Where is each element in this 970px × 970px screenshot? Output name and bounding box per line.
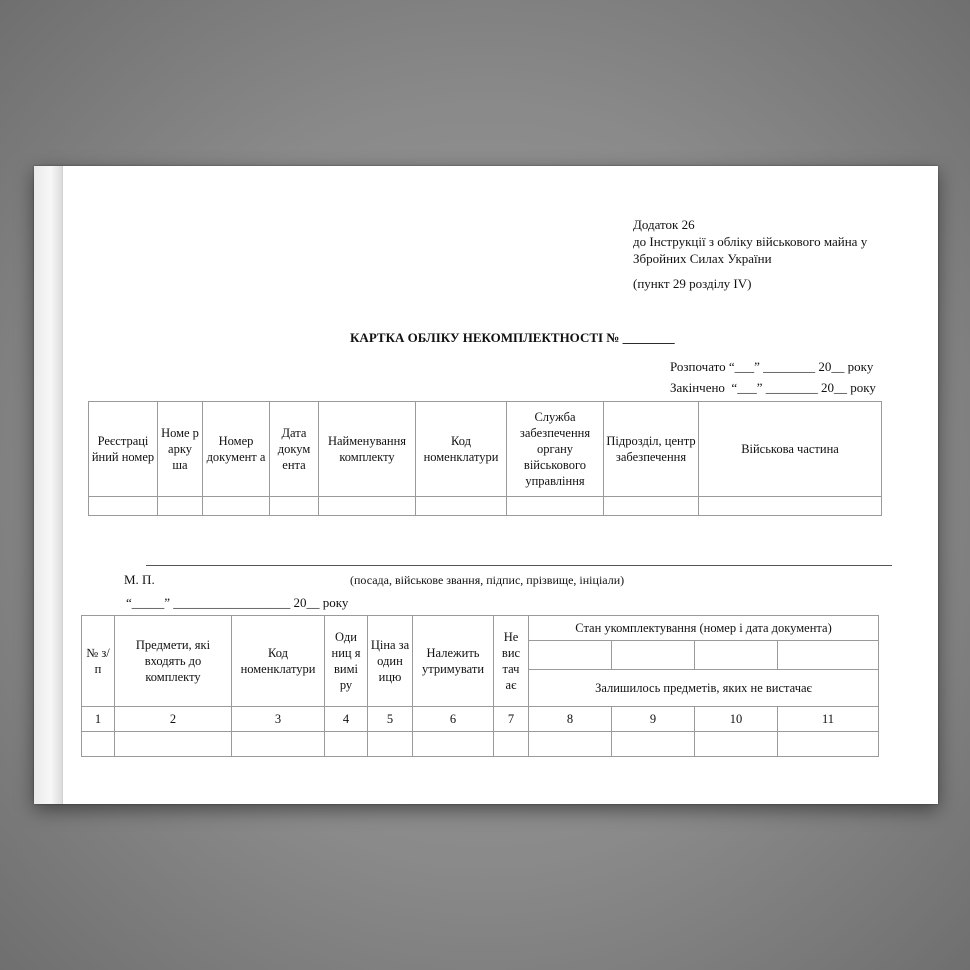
dates-block — [670, 356, 876, 398]
empty-cell[interactable] — [612, 641, 695, 670]
header-cell: Ціна за один ицю — [368, 616, 413, 707]
empty-cell[interactable] — [319, 497, 416, 516]
header-cell: Оди ниц я вимі ру — [325, 616, 368, 707]
empty-cell[interactable] — [203, 497, 270, 516]
column-number: 7 — [494, 707, 529, 732]
column-number: 9 — [612, 707, 695, 732]
empty-cell[interactable] — [604, 497, 699, 516]
empty-cell[interactable] — [612, 732, 695, 757]
empty-cell[interactable] — [270, 497, 319, 516]
column-number: 1 — [82, 707, 115, 732]
empty-cell[interactable] — [778, 732, 879, 757]
header-cell: Дата докум ента — [270, 402, 319, 497]
document-sheet — [34, 166, 938, 804]
stamp-place: М. П. — [124, 572, 155, 587]
empty-cell[interactable] — [529, 641, 612, 670]
finished-date: Закінчено “___” ________ 20__ року — [670, 380, 876, 395]
header-cell: Не вис тач ає — [494, 616, 529, 707]
header-cell: Стан укомплектування (номер і дата документа) — [529, 616, 879, 641]
empty-cell[interactable] — [368, 732, 413, 757]
column-number: 11 — [778, 707, 879, 732]
binding-strip — [34, 166, 63, 804]
column-number: 4 — [325, 707, 368, 732]
empty-cell[interactable] — [82, 732, 115, 757]
header-cell: Реєстраці йний номер — [89, 402, 158, 497]
registration-table — [88, 401, 882, 516]
empty-cell[interactable] — [695, 641, 778, 670]
empty-cell[interactable] — [529, 732, 612, 757]
signature-date: “_____” __________________ 20__ року — [126, 595, 349, 610]
document-title: КАРТКА ОБЛІКУ НЕКОМПЛЕКТНОСТІ № ________ — [350, 330, 675, 345]
appendix-note — [633, 216, 867, 292]
column-number: 10 — [695, 707, 778, 732]
appendix-line-1: Додаток 26 — [633, 217, 695, 232]
column-number: 8 — [529, 707, 612, 732]
header-cell: Номер документ а — [203, 402, 270, 497]
header-cell: Підрозділ, центр забезпечення — [604, 402, 699, 497]
signature-line — [146, 565, 892, 566]
appendix-line-4: (пункт 29 розділу IV) — [633, 276, 752, 291]
empty-cell[interactable] — [416, 497, 507, 516]
signature-caption: (посада, військове звання, підпис, прізвище, ініціали) — [350, 573, 625, 587]
header-cell: Предмети, які входять до комплекту — [115, 616, 232, 707]
empty-cell[interactable] — [695, 732, 778, 757]
appendix-line-2: до Інструкції з обліку військового майна у — [633, 234, 868, 249]
header-cell: Найменування комплекту — [319, 402, 416, 497]
empty-cell[interactable] — [507, 497, 604, 516]
empty-cell[interactable] — [413, 732, 494, 757]
column-number: 2 — [115, 707, 232, 732]
empty-cell[interactable] — [699, 497, 882, 516]
started-date: Розпочато “___” ________ 20__ року — [670, 359, 874, 374]
completeness-table — [81, 615, 879, 757]
header-cell: Код номенклатури — [416, 402, 507, 497]
column-number: 3 — [232, 707, 325, 732]
empty-cell[interactable] — [158, 497, 203, 516]
header-cell: Номе р арку ша — [158, 402, 203, 497]
header-cell: Військова частина — [699, 402, 882, 497]
header-cell: Належить утримувати — [413, 616, 494, 707]
header-cell: Код номенклатури — [232, 616, 325, 707]
empty-cell[interactable] — [494, 732, 529, 757]
header-cell: Залишилось предметів, яких не вистачає — [529, 670, 879, 707]
column-number: 5 — [368, 707, 413, 732]
appendix-line-3: Збройних Силах України — [633, 251, 772, 266]
header-cell: Служба забезпечення органу військового управління — [507, 402, 604, 497]
empty-cell[interactable] — [325, 732, 368, 757]
empty-cell[interactable] — [89, 497, 158, 516]
column-number: 6 — [413, 707, 494, 732]
empty-cell[interactable] — [232, 732, 325, 757]
header-cell: № з/п — [82, 616, 115, 707]
empty-cell[interactable] — [778, 641, 879, 670]
empty-cell[interactable] — [115, 732, 232, 757]
